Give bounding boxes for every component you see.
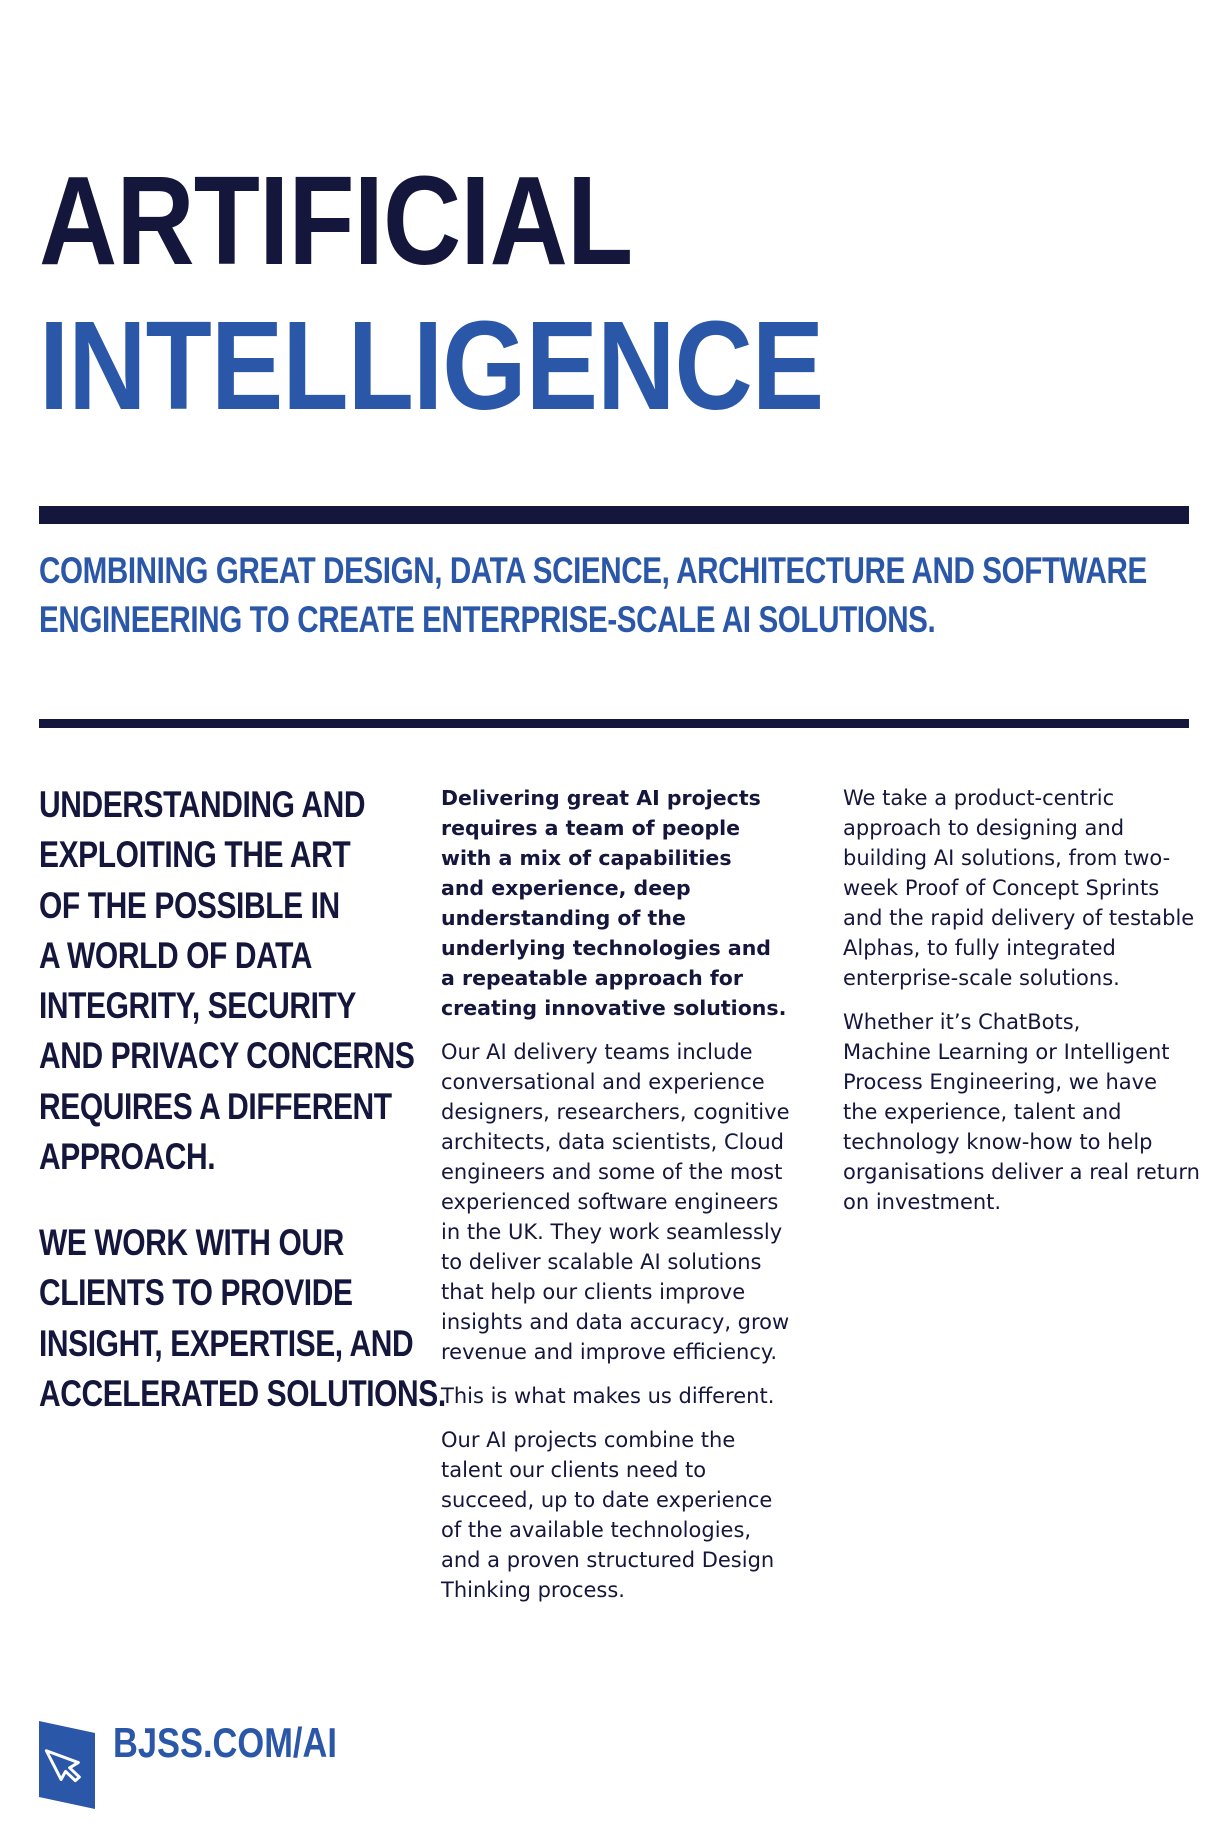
lead-line: OF THE POSSIBLE IN [39, 884, 340, 926]
text-line: architects, data scientists, Cloud [441, 1130, 785, 1154]
text-line: with a mix of capabilities [441, 846, 732, 870]
text-line: creating innovative solutions. [441, 996, 787, 1020]
title-line-1: ARTIFICIAL [39, 150, 633, 291]
delivery-teams-paragraph [441, 1037, 801, 1367]
text-line: in the UK. They work seamlessly [441, 1220, 783, 1244]
text-line: and the rapid delivery of testable [843, 906, 1195, 930]
text-line: Thinking process. [441, 1578, 625, 1602]
text-line: talent our clients need to [441, 1458, 707, 1482]
text-line: succeed, up to date experience [441, 1488, 773, 1512]
lead-statement-1 [39, 780, 414, 1182]
text-line: on investment. [843, 1190, 1002, 1214]
difference-paragraph [441, 1381, 801, 1411]
chatbots-paragraph [843, 1007, 1203, 1217]
lead-line: EXPLOITING THE ART [39, 834, 351, 876]
lead-line: CLIENTS TO PROVIDE [39, 1272, 353, 1314]
text-line: Delivering great AI projects [441, 786, 761, 810]
lead-line: ACCELERATED SOLUTIONS. [39, 1372, 446, 1414]
text-line: enterprise-scale solutions. [843, 966, 1120, 990]
intro-paragraph [441, 783, 801, 1023]
product-centric-paragraph [843, 783, 1203, 993]
text-line: Our AI delivery teams include [441, 1040, 753, 1064]
text-line: Machine Learning or Intelligent [843, 1040, 1170, 1064]
text-line: and a proven structured Design [441, 1548, 775, 1572]
title-line-2: INTELLIGENCE [39, 295, 824, 436]
text-line: revenue and improve efficiency. [441, 1340, 777, 1364]
lead-line: INSIGHT, EXPERTISE, AND [39, 1322, 414, 1364]
middle-column [441, 783, 801, 1619]
subtitle-line-2: ENGINEERING TO CREATE ENTERPRISE-SCALE AI SOLUTIONS. [39, 599, 936, 640]
text-line: designers, researchers, cognitive [441, 1100, 790, 1124]
text-line: This is what makes us different. [441, 1384, 775, 1408]
right-column [843, 783, 1203, 1231]
text-line: technology know-how to help [843, 1130, 1153, 1154]
text-line: insights and data accuracy, grow [441, 1310, 790, 1334]
text-line: approach to designing and [843, 816, 1125, 840]
lead-line: AND PRIVACY CONCERNS [39, 1035, 415, 1077]
text-line: conversational and experience [441, 1070, 765, 1094]
text-line: the experience, talent and [843, 1100, 1122, 1124]
text-line: building AI solutions, from two- [843, 846, 1171, 870]
text-line: organisations deliver a real return [843, 1160, 1200, 1184]
lead-line: WE WORK WITH OUR [39, 1222, 344, 1263]
text-line: We take a product-centric [843, 786, 1115, 810]
text-line: of the available technologies, [441, 1518, 752, 1542]
text-line: Alphas, to fully integrated [843, 936, 1116, 960]
text-line: Whether it’s ChatBots, [843, 1010, 1081, 1034]
lead-line: REQUIRES A DIFFERENT [39, 1085, 392, 1127]
lead-line: UNDERSTANDING AND [39, 784, 366, 825]
subtitle [39, 546, 1147, 644]
lead-line: A WORLD OF DATA [39, 934, 313, 976]
text-line: Our AI projects combine the [441, 1428, 736, 1452]
text-line: requires a team of people [441, 816, 741, 840]
text-line: experienced software engineers [441, 1190, 779, 1214]
cursor-arrow-icon [39, 1721, 95, 1809]
text-line: engineers and some of the most [441, 1160, 783, 1184]
text-line: to deliver scalable AI solutions [441, 1250, 762, 1274]
text-line: a repeatable approach for [441, 966, 743, 990]
lead-statement-2 [39, 1218, 446, 1419]
divider-bottom [39, 719, 1189, 728]
subtitle-line-1: COMBINING GREAT DESIGN, DATA SCIENCE, ARCHITECTURE AND SOFTWARE [39, 550, 1147, 591]
text-line: that help our clients improve [441, 1280, 746, 1304]
text-line: underlying technologies and [441, 936, 771, 960]
text-line: and experience, deep [441, 876, 691, 900]
lead-line: INTEGRITY, SECURITY [39, 985, 357, 1027]
projects-paragraph [441, 1425, 801, 1605]
divider-top [39, 506, 1189, 524]
text-line: Process Engineering, we have [843, 1070, 1157, 1094]
text-line: understanding of the [441, 906, 686, 930]
lead-line: APPROACH. [39, 1136, 216, 1178]
website-link[interactable]: BJSS.COM/AI [113, 1719, 337, 1766]
text-line: week Proof of Concept Sprints [843, 876, 1160, 900]
